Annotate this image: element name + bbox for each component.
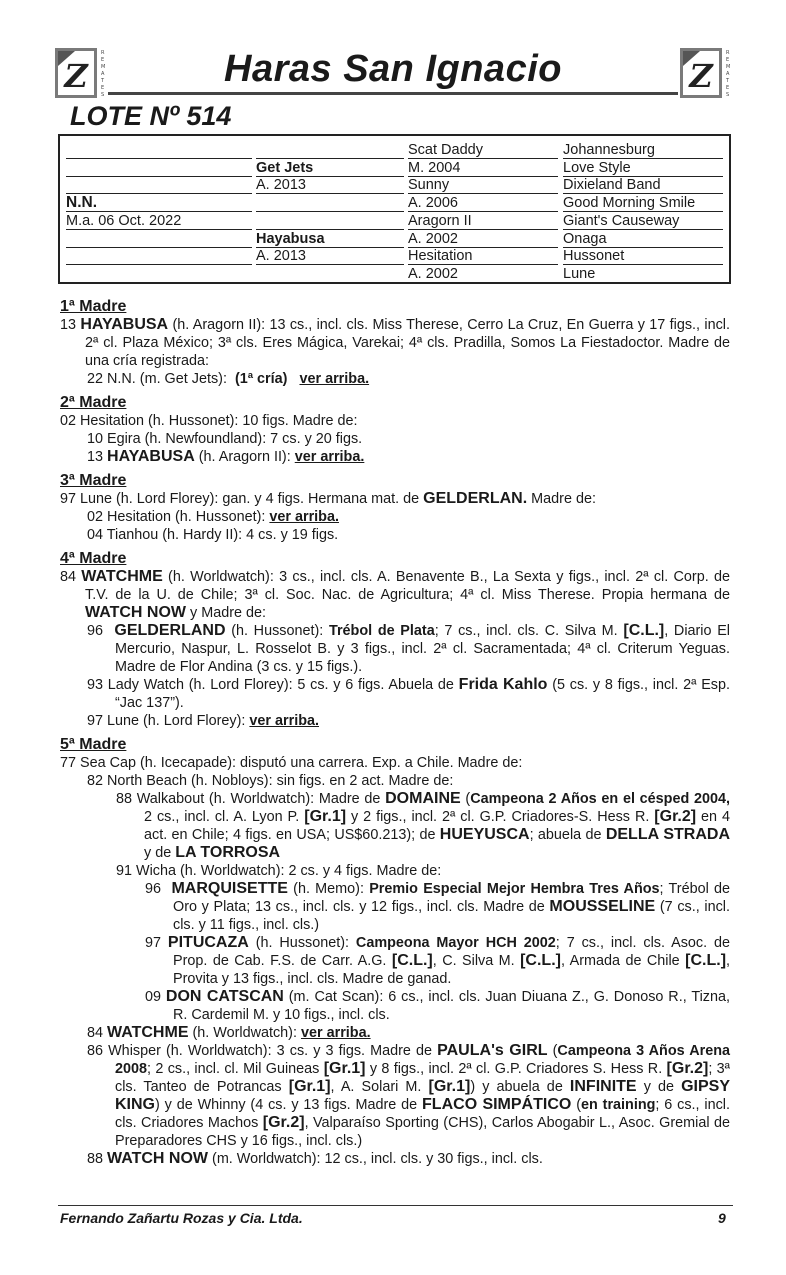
pedigree-cell: Johannesburg	[563, 141, 723, 159]
lot-title: LOTE Nº 514	[70, 101, 232, 131]
pedigree-cell: Dixieland Band	[563, 176, 723, 194]
page-title: Haras San Ignacio	[224, 48, 562, 90]
produce-entry: 86 Whisper (h. Worldwatch): 3 cs. y 3 figs. Madre de PAULA's GIRL (Campeona 3 Años Arena 2008; 2 cs., incl. cl. Mil Guineas [Gr.1] y 8 figs., incl. 2ª cl. G.P. Criadores S. Hess R. [Gr.2]; 3ª cls. Tanteo de Potrancas [Gr.1], A. Solari M. [Gr.1]) y abuela de INFINITE y de GIPSY KING) y de Whinny (4 cs. y 13 figs. Madre de FLACO SIMPÁTICO (en training; 6 cs., incl. cls. Criadores Machos [Gr.2], Valparaíso Sporting (CHS), Carlos Abogabir L., Asoc. Gremial de Preparadores CHS y 16 figs., incl. cls.)	[87, 1042, 731, 1149]
pedigree-cell: Onaga	[563, 230, 723, 248]
svg-text:M: M	[726, 64, 730, 70]
produce-entry: 13 HAYABUSA (h. Aragorn II): 13 cs., incl. cls. Miss Therese, Cerro La Cruz, En Guerra y 17 figs., incl. 2ª cl. Plaza México; 3ª cls. Eres Mágica, Varekai; 4ª cls. Pradilla, Somos La Fiestadoctor. Madre de una cría registrada:	[60, 316, 730, 369]
produce-entry: 97 Lune (h. Lord Florey): gan. y 4 figs. Hermana mat. de GELDERLAN. Madre de:	[60, 490, 596, 507]
produce-entry: 09 DON CATSCAN (m. Cat Scan): 6 cs., incl. cls. Juan Diuana Z., G. Donoso R., Tizna, R. Cardemil M. y 10 figs., incl. cls.	[145, 988, 730, 1023]
footer-company: Fernando Zañartu Rozas y Cia. Ltda.	[60, 1210, 303, 1226]
svg-text:E: E	[726, 85, 730, 91]
produce-entry: 10 Egira (h. Newfoundland): 7 cs. y 20 figs.	[87, 431, 363, 447]
svg-text:T: T	[101, 78, 105, 84]
produce-entry: 93 Lady Watch (h. Lord Florey): 5 cs. y 6 figs. Abuela de Frida Kahlo (5 cs. y 8 figs., incl. 2ª Esp. “Jac 137”).	[87, 676, 730, 711]
see-above-link[interactable]: ver arriba.	[269, 509, 339, 525]
pedigree-cell	[256, 265, 404, 283]
pedigree-cell	[66, 230, 252, 248]
pedigree-cell	[66, 159, 252, 177]
logo-left	[55, 48, 105, 98]
pedigree-cell: M.a. 06 Oct. 2022	[66, 212, 252, 230]
pedigree-cell	[66, 141, 252, 159]
pedigree-row	[60, 265, 729, 283]
pedigree-cell: A. 2002	[408, 230, 558, 248]
pedigree-row	[60, 159, 729, 177]
see-above-link[interactable]: ver arriba.	[300, 1025, 371, 1041]
section-heading: 3ª Madre	[60, 472, 127, 489]
pedigree-cell	[256, 141, 404, 159]
pedigree-cell	[66, 176, 252, 194]
svg-text:E: E	[726, 57, 730, 63]
svg-text:Z: Z	[64, 57, 88, 95]
svg-text:E: E	[101, 57, 105, 63]
pedigree-cell: Hussonet	[563, 247, 723, 265]
pedigree-cell: Get Jets	[256, 159, 404, 177]
svg-text:T: T	[726, 78, 730, 84]
produce-entry: 84 WATCHME (h. Worldwatch): ver arriba.	[87, 1024, 371, 1041]
produce-entry: 02 Hesitation (h. Hussonet): ver arriba.	[87, 509, 339, 525]
dam-sections	[60, 296, 730, 1168]
see-above-link[interactable]: ver arriba.	[294, 449, 365, 465]
pedigree-row	[60, 247, 729, 265]
svg-text:S: S	[726, 92, 730, 98]
pedigree-cell: A. 2013	[256, 247, 404, 265]
footer-divider	[58, 1205, 733, 1206]
pedigree-row	[60, 141, 729, 159]
pedigree-cell	[66, 247, 252, 265]
svg-text:M: M	[101, 64, 105, 70]
produce-entry: 04 Tianhou (h. Hardy II): 4 cs. y 19 figs.	[87, 527, 339, 543]
pedigree-cell: A. 2006	[408, 194, 558, 212]
svg-text:E: E	[101, 85, 105, 91]
pedigree-cell: Scat Daddy	[408, 141, 558, 159]
svg-text:S: S	[101, 92, 105, 98]
pedigree-cell: Giant's Causeway	[563, 212, 723, 230]
pedigree-row	[60, 176, 729, 194]
pedigree-cell: Sunny	[408, 176, 558, 194]
pedigree-cell: Hayabusa	[256, 230, 404, 248]
svg-text:A: A	[726, 71, 730, 77]
produce-entry: 88 WATCH NOW (m. Worldwatch): 12 cs., incl. cls. y 30 figs., incl. cls.	[87, 1150, 543, 1167]
svg-text:Z: Z	[689, 57, 713, 95]
pedigree-cell: Love Style	[563, 159, 723, 177]
produce-entry: 96 MARQUISETTE (h. Memo): Premio Especial Mejor Hembra Tres Años; Trébol de Oro y Plata; 13 cs., incl. cls. y 12 figs., incl. cls. Madre de MOUSSELINE (7 cs., incl. cls. y 11 figs., incl. cls.)	[145, 880, 731, 933]
pedigree-row	[60, 230, 729, 248]
produce-entry: 13 HAYABUSA (h. Aragorn II): ver arriba.	[87, 448, 365, 465]
pedigree-cell: Aragorn II	[408, 212, 558, 230]
see-above-link[interactable]: ver arriba.	[299, 371, 370, 387]
see-above-link[interactable]: ver arriba.	[249, 713, 319, 729]
section-heading: 5ª Madre	[60, 736, 127, 753]
produce-entry: 84 WATCHME (h. Worldwatch): 3 cs., incl. cls. A. Benavente B., La Sexta y figs., incl. 2ª cl. Corp. de T.V. de la U. de Chile; 3ª cl. Soc. Nac. de Agricultura; 4ª cl. Miss Therese. Propia hermana de WATCH NOW y Madre de:	[60, 568, 730, 621]
produce-entry: 77 Sea Cap (h. Icecapade): disputó una carrera. Exp. a Chile. Madre de:	[60, 755, 523, 771]
section-heading: 2ª Madre	[60, 394, 127, 411]
produce-entry: 97 Lune (h. Lord Florey): ver arriba.	[87, 713, 319, 729]
pedigree-cell: M. 2004	[408, 159, 558, 177]
produce-entry: 88 Walkabout (h. Worldwatch): Madre de DOMAINE (Campeona 2 Años en el césped 2004, 2 cs., incl. cl. A. Lyon P. [Gr.1] y 2 figs., incl. 2ª cl. G.P. Criadores-S. Hess R. [Gr.2] en 4 act. en Chile; 4 figs. en USA; US$60.213); de HUEYUSCA; abuela de DELLA STRADA y de LA TORROSA	[116, 790, 731, 861]
pedigree-cell: Lune	[563, 265, 723, 283]
pedigree-row	[60, 212, 729, 230]
svg-text:A: A	[101, 71, 105, 77]
produce-entry: 82 North Beach (h. Nobloys): sin figs. en 2 act. Madre de:	[87, 773, 454, 789]
produce-entry: 02 Hesitation (h. Hussonet): 10 figs. Madre de:	[60, 413, 358, 429]
title-divider	[108, 92, 678, 95]
pedigree-cell: Hesitation	[408, 247, 558, 265]
logo-right	[680, 48, 730, 98]
pedigree-cell: Good Morning Smile	[563, 194, 723, 212]
section-heading: 4ª Madre	[60, 550, 127, 567]
pedigree-cell: N.N.	[66, 194, 252, 212]
produce-entry: 22 N.N. (m. Get Jets): (1ª cría) ver arriba.	[87, 371, 370, 387]
pedigree-cell: A. 2013	[256, 176, 404, 194]
pedigree-table	[58, 134, 731, 284]
produce-entry: 97 PITUCAZA (h. Hussonet): Campeona Mayor HCH 2002; 7 cs., incl. cls. Asoc. de Prop. de Cab. F.S. de Carr. A.G. [C.L.], C. Silva M. [C.L.], Armada de Chile [C.L.], Provita y 13 figs., incl. cls. Madre de ganad.	[145, 934, 731, 987]
pedigree-cell	[256, 194, 404, 212]
pedigree-cell	[256, 212, 404, 230]
produce-entry: 91 Wicha (h. Worldwatch): 2 cs. y 4 figs. Madre de:	[116, 863, 442, 879]
svg-text:R: R	[726, 50, 730, 56]
pedigree-cell	[66, 265, 252, 283]
pedigree-cell: A. 2002	[408, 265, 558, 283]
pedigree-row	[60, 194, 729, 212]
page-number: 9	[718, 1210, 726, 1226]
produce-entry: 96 GELDERLAND (h. Hussonet): Trébol de Plata; 7 cs., incl. cls. C. Silva M. [C.L.], Diario El Mercurio, Naspur, L. Rosselot B. y 3 figs., incl. 2ª cl. Sacramentada; 4ª cl. Criterum Yeguas. Madre de Flor Andina (3 cs. y 15 figs.).	[87, 622, 730, 675]
svg-text:R: R	[101, 50, 105, 56]
section-heading: 1ª Madre	[60, 298, 127, 315]
